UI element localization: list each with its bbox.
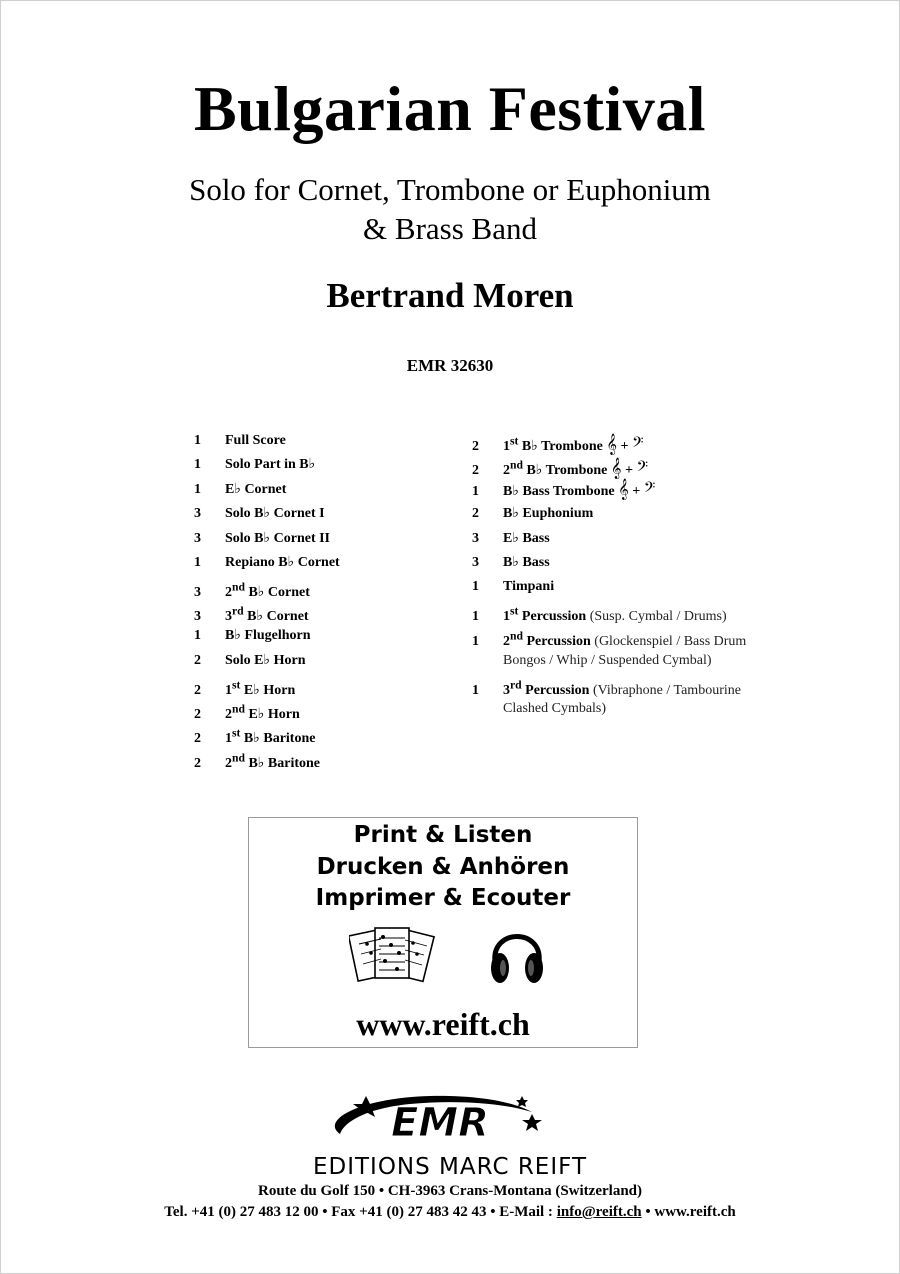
bass-clef-icon: 𝄢 (631, 433, 644, 455)
part-qty: 2 (194, 755, 201, 771)
part-qty: 2 (472, 438, 479, 454)
part-row (472, 553, 746, 577)
part-qty: 3 (472, 554, 479, 570)
part-row (194, 553, 340, 577)
part-name: Clashed Cymbals) (503, 701, 607, 717)
catalog-number: EMR 32630 (406, 356, 494, 375)
part-qty: 1 (194, 481, 201, 497)
treble-clef-icon: 𝄞 (610, 458, 622, 480)
part-qty: 1 (194, 554, 201, 570)
part-name: 2nd B♭ Trombone 𝄞 + 𝄢 (503, 458, 649, 480)
part-name: 1st B♭ Baritone (225, 726, 316, 747)
part-name: 3rd Percussion (Vibraphone / Tambourine (503, 677, 741, 698)
part-qty: 2 (194, 731, 201, 747)
contact-website: • www.reift.ch (641, 1204, 736, 1220)
part-name: Solo E♭ Horn (225, 652, 306, 668)
bass-clef-icon: 𝄢 (636, 458, 649, 480)
part-qty: 3 (472, 530, 479, 546)
part-row (194, 724, 340, 748)
part-name: B♭ Flugelhorn (225, 628, 311, 644)
part-qty: 1 (194, 433, 201, 448)
part-qty: 1 (472, 579, 479, 595)
part-row (472, 504, 746, 528)
treble-clef-icon: 𝄞 (618, 478, 629, 500)
part-name: B♭ Bass (503, 554, 550, 570)
part-qty: 2 (472, 463, 479, 479)
subtitle-line-1: Solo for Cornet, Trombone or Euphonium (189, 172, 711, 207)
part-row (194, 504, 340, 528)
part-row (472, 431, 746, 455)
promo-line-en: Print & Listen (353, 822, 533, 848)
part-qty: 2 (194, 682, 201, 698)
part-name: B♭ Bass Trombone 𝄞 + 𝄢 (503, 478, 656, 500)
part-name: Full Score (225, 433, 286, 448)
part-row (194, 529, 340, 553)
print-listen-box (248, 817, 638, 1048)
part-row (472, 602, 746, 626)
part-name: E♭ Cornet (225, 481, 287, 497)
part-row (194, 651, 340, 675)
part-name: 2nd B♭ Baritone (225, 751, 321, 771)
publisher-contact (0, 1204, 900, 1221)
part-qty: 3 (194, 530, 201, 546)
part-row (194, 675, 340, 699)
part-qty: 3 (194, 585, 201, 600)
emr-logo (300, 1090, 560, 1150)
promo-line-de: Drucken & Anhören (316, 854, 570, 880)
part-name: 2nd B♭ Cornet (225, 580, 310, 600)
part-row (472, 626, 746, 650)
part-qty: 1 (472, 483, 479, 499)
part-name: Bongos / Whip / Suspended Cymbal) (503, 652, 712, 668)
part-row (194, 480, 340, 504)
part-row (472, 675, 746, 699)
part-name: Solo Part in B♭ (225, 457, 316, 473)
part-name: B♭ Euphonium (503, 506, 594, 522)
subtitle-line-2: & Brass Band (363, 211, 537, 246)
part-qty: 1 (194, 628, 201, 644)
part-row (194, 577, 340, 601)
promo-line-fr: Imprimer & Ecouter (315, 885, 571, 911)
part-row (194, 602, 340, 626)
part-name: 1st B♭ Trombone 𝄞 + 𝄢 (503, 433, 644, 455)
sheet-music-icon (349, 922, 439, 994)
emr-logo-text: EMR (391, 1100, 489, 1146)
part-row (472, 455, 746, 479)
part-row (194, 431, 340, 455)
part-qty: 3 (194, 506, 201, 522)
part-qty: 2 (472, 506, 479, 522)
page-title: Bulgarian Festival (193, 73, 707, 144)
part-row (194, 748, 340, 772)
treble-clef-icon: 𝄞 (606, 433, 617, 455)
part-name: 2nd Percussion (Glockenspiel / Bass Drum (503, 629, 747, 649)
part-qty: 2 (194, 706, 201, 722)
bass-clef-icon: 𝄢 (643, 478, 656, 500)
part-name: 1st Percussion (Susp. Cymbal / Drums) (503, 604, 727, 625)
part-qty: 1 (472, 609, 479, 625)
headphones-icon (487, 918, 547, 988)
part-row (194, 699, 340, 723)
part-qty: 1 (472, 682, 479, 698)
part-name: 2nd E♭ Horn (225, 702, 300, 722)
part-row-continuation (472, 699, 746, 723)
publisher-address: Route du Golf 150 • CH-3963 Crans-Montana (Switzerland) (258, 1183, 642, 1199)
part-qty: 2 (194, 652, 201, 668)
part-qty: 1 (472, 633, 479, 649)
parts-list-right (472, 431, 746, 724)
part-row-continuation (472, 651, 746, 675)
parts-list-left (194, 431, 340, 772)
part-qty: 3 (194, 609, 201, 625)
part-name: Solo B♭ Cornet I (225, 506, 325, 522)
part-name: 1st E♭ Horn (225, 677, 296, 698)
contact-phone-fax: Tel. +41 (0) 27 483 12 00 • Fax +41 (0) 27 483 42 43 • E-Mail : (164, 1204, 557, 1220)
part-name: Solo B♭ Cornet II (225, 530, 330, 546)
part-row (194, 455, 340, 479)
part-name: Repiano B♭ Cornet (225, 554, 340, 570)
part-row (194, 626, 340, 650)
composer-name: Bertrand Moren (326, 276, 574, 315)
promo-url[interactable]: www.reift.ch (356, 1006, 530, 1042)
part-row (472, 577, 746, 601)
email-link[interactable]: info@reift.ch (556, 1204, 642, 1220)
part-name: Timpani (503, 579, 555, 595)
publisher-name: EDITIONS MARC REIFT (312, 1154, 588, 1180)
part-qty: 1 (194, 457, 201, 473)
part-row (472, 529, 746, 553)
part-row (472, 480, 746, 504)
part-name: 3rd B♭ Cornet (225, 604, 309, 625)
part-name: E♭ Bass (503, 530, 550, 546)
